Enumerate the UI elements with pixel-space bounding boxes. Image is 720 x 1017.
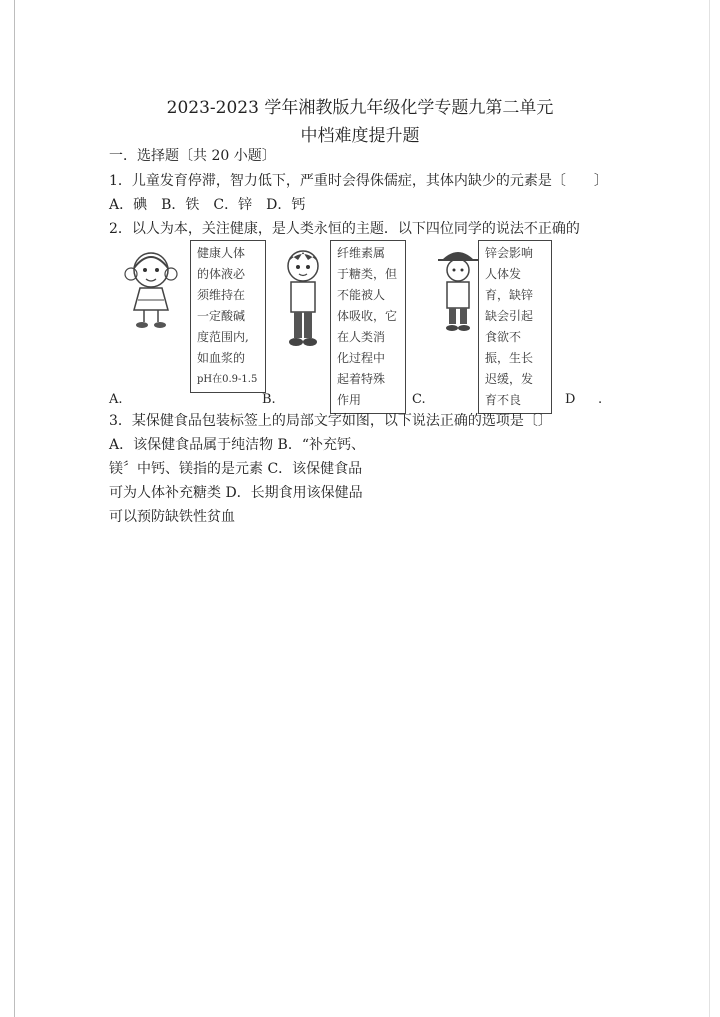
document-subtitle: 中档难度提升题 [300,126,420,146]
question-3-line-4: 可以预防缺铁性贫血 [109,509,235,525]
question-3-line-1: A．该保健食品属于纯洁物 B．“补充钙、 [109,437,366,453]
option-label-b: B. [262,392,276,407]
speech-bubble-c: 锌会影响 人体发 育，缺锌 缺会引起 食欲不 振，生长 迟缓，发 育不良 [478,240,552,414]
question-1-stem: 1．儿童发育停滞，智力低下，严重时会得侏儒症，其体内缺少的元素是〔 〕 [109,173,608,189]
boy-figure [278,246,328,356]
question-2-stem: 2．以人为本，关注健康，是人类永恒的主题．以下四位同学的说法不正确的 [109,221,580,237]
question-3-line-3: 可为人体补充糖类 D．长期食用该保健品 [109,485,363,501]
question-1-options: A．碘 B．铁 C．锌 D．钙 [109,197,306,213]
option-label-c: C. [412,392,426,407]
question-3-line-2: 镁〞中钙、镁指的是元素 C．该保健食品 [109,461,363,477]
option-label-a: A. [109,392,123,407]
girl-figure [120,248,182,330]
child-figure [436,246,480,334]
page-border-left [14,0,15,1017]
page-border-right [709,0,710,1017]
document-title: 2023-2023 学年湘教版九年级化学专题九第二单元 [166,98,554,118]
speech-bubble-b: 纤维素属 于糖类，但 不能被人 体吸收，它 在人类消 化过程中 起着特殊 作用 [330,240,406,414]
option-label-period: . [598,392,603,407]
option-label-d: D [565,392,576,407]
speech-bubble-a: 健康人体 的体液必 须维持在 一定酸碱 度范围内, 如血浆的 pH在0.9-1.5 [190,240,266,393]
section-heading: 一．选择题〔共 20 小题〕 [109,148,276,164]
question-3-stem: 3．某保健食品包装标签上的局部文字如图，以下说法正确的选项是〔〕 [109,413,552,429]
